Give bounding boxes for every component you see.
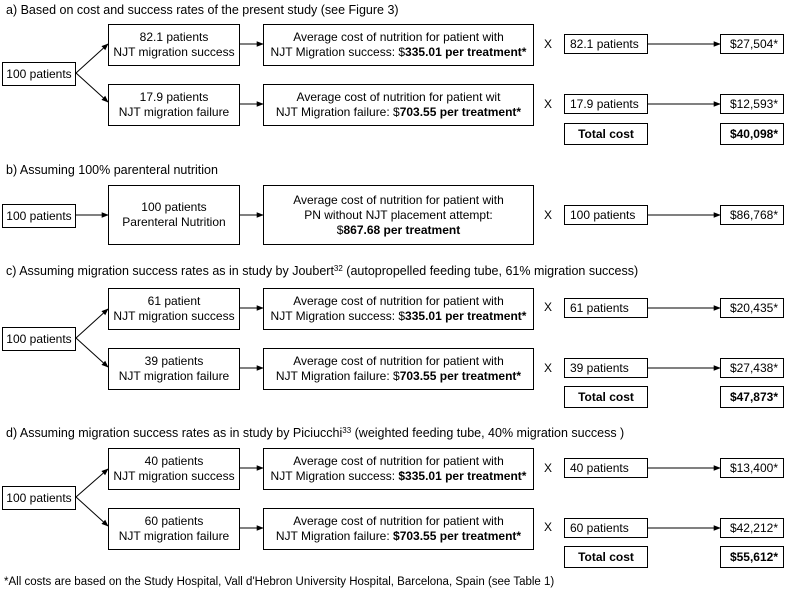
cost-value-line: NJT Migration failure: $703.55 per treatment*	[275, 529, 522, 543]
section-c-start-box	[2, 327, 76, 351]
multiplier-label: 39 patients	[570, 360, 629, 375]
section-c-total-label-box	[564, 386, 648, 408]
total-cost-value: $40,098*	[729, 126, 778, 141]
section-b-start-label: 100 patients	[6, 208, 72, 223]
cost-description-2: PN without NJT placement attempt:	[304, 207, 493, 222]
section-d-failure-result-box	[720, 518, 784, 538]
group-count: 40 patients	[144, 454, 204, 468]
section-a-failure-cost-box	[263, 84, 534, 126]
cost-value-line: NJT Migration success: $335.01 per treatment*	[270, 45, 527, 59]
multiply-sign: X	[544, 361, 553, 375]
section-c-failure-cost-box	[263, 348, 534, 390]
total-cost-value: $47,873*	[729, 389, 778, 404]
cost-value-line: NJT Migration failure: $703.55 per treatment*	[275, 105, 522, 119]
multiplier-label: 82.1 patients	[570, 36, 639, 51]
group-description: NJT migration failure	[118, 105, 230, 119]
arrow-c-start-to-failure	[76, 338, 108, 367]
section-d-failure-multiplier-box	[564, 518, 648, 538]
cost-description: Average cost of nutrition for patient with	[293, 30, 504, 44]
result-value: $12,593*	[729, 96, 778, 111]
citation-ref: 33	[342, 426, 352, 435]
group-count: 61 patient	[147, 294, 201, 308]
group-description: NJT migration success	[113, 45, 235, 59]
section-a-success-group-box	[108, 24, 240, 66]
multiply-sign: X	[544, 461, 553, 475]
total-cost-label: Total cost	[578, 549, 634, 564]
multiplier-label: 60 patients	[570, 520, 629, 535]
cost-description: Average cost of nutrition for patient wit	[296, 90, 501, 104]
arrow-d-start-to-success	[76, 469, 108, 497]
total-cost-label: Total cost	[578, 389, 634, 404]
cost-description: Average cost of nutrition for patient with	[293, 354, 504, 368]
section-c-start-label: 100 patients	[6, 331, 72, 346]
arrow-a-start-to-success	[76, 44, 108, 73]
section-c-total-value-box	[720, 386, 784, 408]
total-cost-value: $55,612*	[729, 549, 778, 564]
section-c-failure-result-box	[720, 358, 784, 378]
section-d-success-result-box	[720, 458, 784, 478]
section-b-result-box	[720, 205, 784, 225]
section-a-start-box	[2, 62, 76, 86]
section-c-success-multiplier-box	[564, 298, 648, 318]
multiply-sign: X	[544, 520, 553, 534]
cost-description: Average cost of nutrition for patient with	[293, 294, 504, 308]
group-count: 60 patients	[144, 514, 204, 528]
section-c-success-group-box	[108, 288, 240, 330]
section-b-multiplier-box	[564, 205, 648, 225]
section-a-start-label: 100 patients	[6, 66, 72, 81]
section-d-start-box	[2, 486, 76, 510]
section-b-heading: b) Assuming 100% parenteral nutrition	[6, 163, 218, 177]
multiplier-label: 40 patients	[570, 460, 629, 475]
result-value: $27,438*	[729, 360, 778, 375]
section-b-cost-box	[263, 185, 534, 245]
group-description: Parenteral Nutrition	[122, 215, 226, 229]
multiply-sign: X	[544, 37, 553, 51]
section-d-failure-group-box	[108, 508, 240, 550]
result-value: $86,768*	[729, 207, 778, 222]
cost-value-line: $867.68 per treatment	[336, 222, 461, 237]
section-d-heading: d) Assuming migration success rates as in study by Piciucchi$^{33}$ (weighted feeding tube, 40% migration success )	[6, 426, 625, 440]
section-d-failure-cost-box	[263, 508, 534, 550]
result-value: $27,504*	[729, 36, 778, 51]
group-description: NJT migration success	[113, 469, 235, 483]
section-a-heading: a) Based on cost and success rates of the present study (see Figure 3)	[6, 3, 399, 17]
multiply-sign: X	[544, 300, 553, 314]
cost-description: Average cost of nutrition for patient with	[293, 192, 504, 207]
section-d-success-cost-box	[263, 448, 534, 490]
group-count: 39 patients	[144, 354, 204, 368]
cost-description: Average cost of nutrition for patient with	[293, 514, 504, 528]
arrow-d-start-to-failure	[76, 497, 108, 526]
section-a-total-label-box	[564, 123, 648, 145]
section-b-start-box	[2, 204, 76, 228]
section-d-total-label-box	[564, 546, 648, 568]
section-c-failure-multiplier-box	[564, 358, 648, 378]
section-d-start-label: 100 patients	[6, 490, 72, 505]
total-cost-label: Total cost	[578, 126, 634, 141]
section-c-success-result-box	[720, 298, 784, 318]
multiplier-label: 61 patients	[570, 300, 629, 315]
section-c-failure-group-box	[108, 348, 240, 390]
section-a-total-value-box	[720, 123, 784, 145]
citation-ref: 32	[333, 264, 343, 273]
group-count: 17.9 patients	[139, 90, 209, 104]
section-d-success-group-box	[108, 448, 240, 490]
multiply-sign: X	[544, 97, 553, 111]
section-a-success-multiplier-box	[564, 34, 648, 54]
cost-value-line: NJT Migration success: $335.01 per treatment*	[270, 469, 527, 483]
section-a-success-cost-box	[263, 24, 534, 66]
footnote: *All costs are based on the Study Hospital, Vall d'Hebron University Hospital, Barcelona, Spain (see Table 1)	[4, 576, 555, 588]
multiplier-label: 100 patients	[570, 207, 636, 222]
result-value: $42,212*	[729, 520, 778, 535]
group-description: NJT migration failure	[118, 529, 230, 543]
section-a-failure-group-box	[108, 84, 240, 126]
arrow-c-start-to-success	[76, 309, 108, 338]
result-value: $13,400*	[729, 460, 778, 475]
group-count: 100 patients	[141, 200, 207, 214]
section-d-success-multiplier-box	[564, 458, 648, 478]
cost-description: Average cost of nutrition for patient with	[293, 454, 504, 468]
result-value: $20,435*	[729, 300, 778, 315]
multiply-sign: X	[544, 208, 553, 222]
section-d-total-value-box	[720, 546, 784, 568]
group-description: NJT migration failure	[118, 369, 230, 383]
cost-value-line: NJT Migration failure: $703.55 per treatment*	[275, 369, 522, 383]
multiplier-label: 17.9 patients	[570, 96, 639, 111]
section-b-group-box	[108, 185, 240, 245]
cost-value-line: NJT Migration success: $335.01 per treatment*	[270, 309, 527, 323]
section-c-heading: c) Assuming migration success rates as in study by Joubert$^{32}$ (autopropelled feeding tube, 61% migration success)	[6, 264, 639, 278]
section-a-failure-multiplier-box	[564, 94, 648, 114]
arrow-a-start-to-failure	[76, 73, 108, 102]
group-count: 82.1 patients	[139, 30, 209, 44]
section-a-success-result-box	[720, 34, 784, 54]
section-c-success-cost-box	[263, 288, 534, 330]
group-description: NJT migration success	[113, 309, 235, 323]
section-a-failure-result-box	[720, 94, 784, 114]
